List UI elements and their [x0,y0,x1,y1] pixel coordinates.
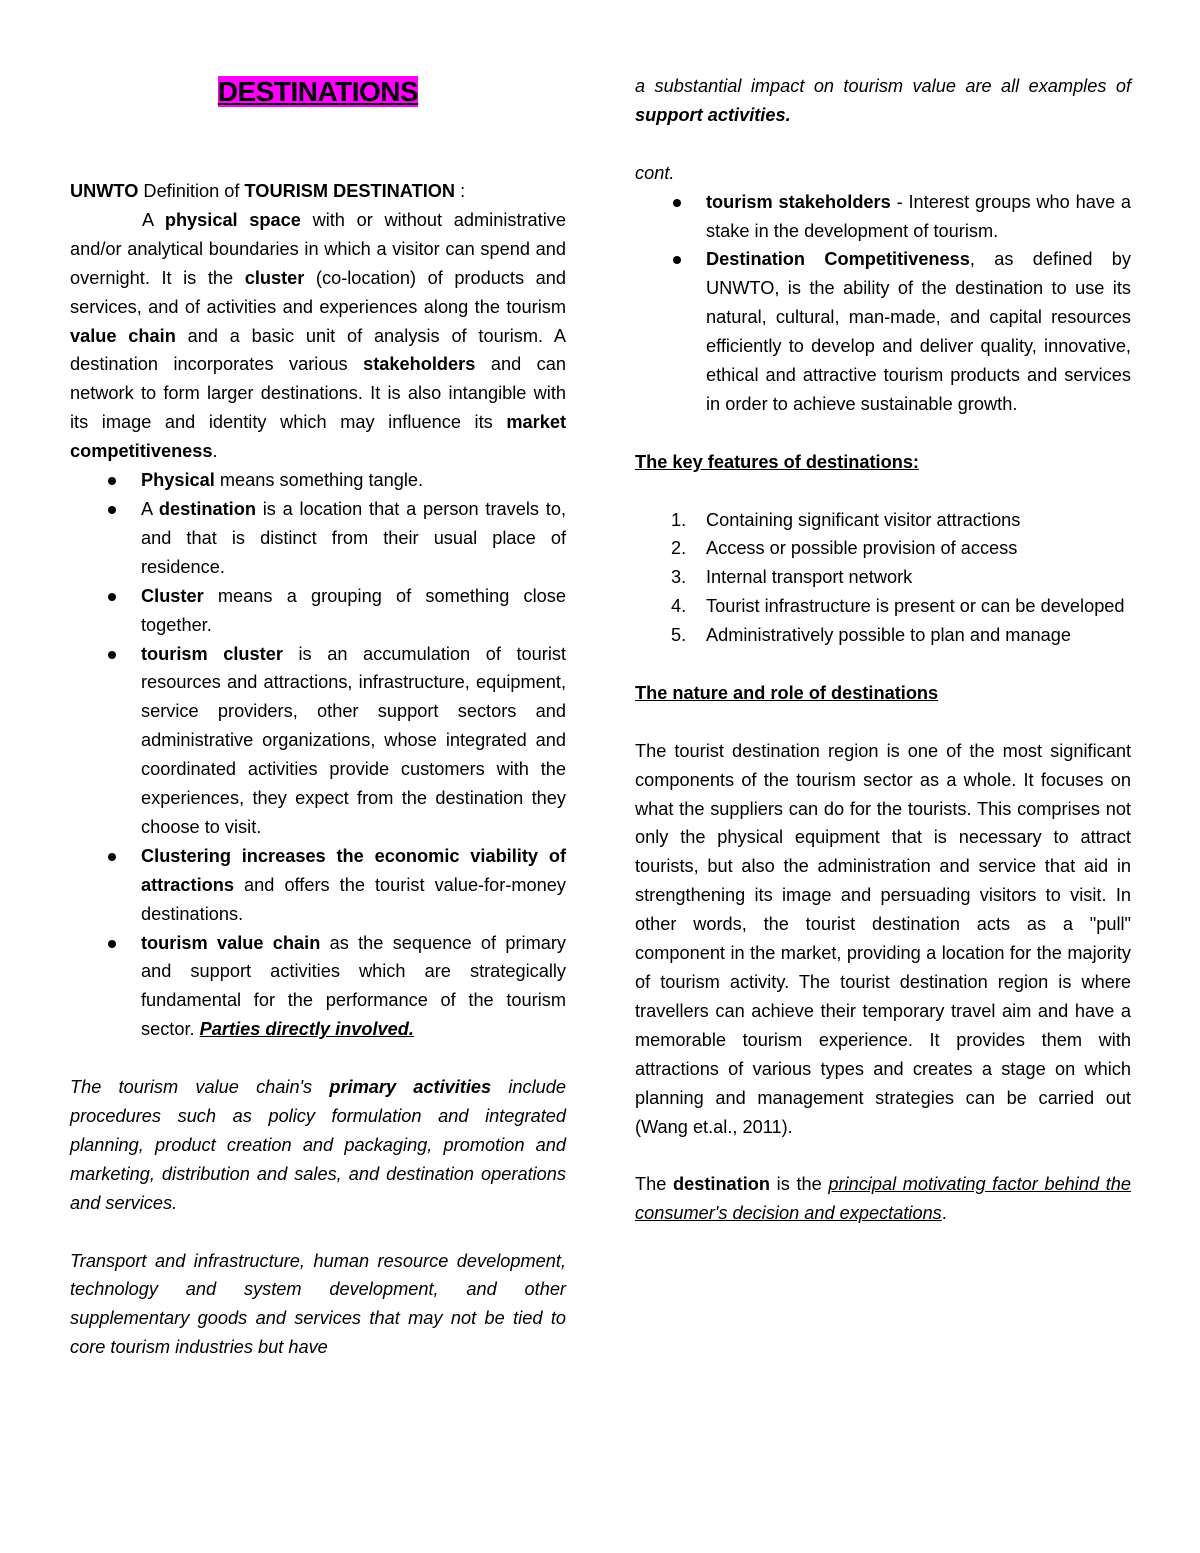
right-column [635,72,1131,1228]
feature-number: 3. [671,567,687,588]
bullet-item [635,245,1131,418]
feature-text: Administratively possible to plan and manage [706,625,1071,646]
text-run: cont. [635,162,675,183]
text-run: Destination Competitiveness [706,249,970,270]
text-run: TOURISM DESTINATION [244,181,456,201]
feature-number: 2. [671,538,687,559]
text-run: destination [158,498,256,519]
feature-text: Containing significant visitor attractions [706,509,1021,530]
text-run: and a basic unit of analysis of tourism. A destination incorporates various [70,325,566,375]
text-run: tourism cluster [141,643,283,664]
feature-item [635,506,1131,535]
text-run: A [141,498,159,519]
text-run: means something tangle. [214,470,424,491]
text-run: . [212,441,218,462]
text-run: with or without administrative and/or analytical boundaries in which a visitor can spend and overnight. It is the [70,209,566,288]
bullet-icon [108,593,116,601]
bullet-icon [108,940,116,948]
final-statement [635,1170,1131,1228]
bullet-item [70,640,566,842]
bullet-icon [673,199,681,207]
text-run: Parties directly involved. [199,1019,414,1040]
text-run: and offers the tourist value-for-money destinations. [141,874,566,924]
text-run: Clustering increases the economic viability of attractions [141,845,566,895]
text-run: primary activities [329,1077,492,1098]
text-run: destination [673,1174,771,1195]
text-run: principal motivating factor behind the consumer's decision and expectations [635,1174,1131,1224]
bullet-item [70,582,566,640]
bullet-icon [108,651,116,659]
text-run: is the [770,1174,829,1195]
feature-item [635,534,1131,563]
text-run: market competitiveness [70,412,566,462]
nature-heading: The nature and role of destinations [635,682,939,703]
text-run: (co-location) of products and services, and of activities and experiences along the tourism [70,267,566,317]
text-run: include procedures such as policy formulation and integrated planning, product creation and packaging, promotion and marketing, distribution and sales, and destination operations and services. [70,1077,567,1213]
text-run: The tourist destination region is one of the most significant components of the tourism sector as a whole. It focuses on what the suppliers can do for the tourists. This comprises not only the physical equipment that is necessary to attract tourists, but also the administration and service that aid in strengthening its image and persuading visitors to visit. In other words, the tourist destination acts as a "pull" component in the market, providing a location for the majority of tourism activity. The tourist destination region is where travellers can achieve their temporary travel aim and have a memorable tourism experience. It provides them with attractions of various types and creates a stage on which planning and management strategies can be carried out (Wang et.al., 2011). [635,740,1131,1137]
feature-item [635,563,1131,592]
bullet-icon [108,853,116,861]
definition-paragraph [70,206,566,466]
key-features-list [635,506,1131,651]
bullet-item [70,466,566,495]
text-run: cluster [244,267,305,288]
bullet-item [70,495,566,582]
feature-item [635,621,1131,650]
feature-text: Access or possible provision of access [706,538,1018,559]
support-activities-continued [635,72,1131,130]
text-run: is a location that a person travels to, and that is distinct from their usual place of residence. [141,498,566,577]
text-run: The [635,1174,673,1195]
text-run: value chain [70,325,176,346]
bullet-icon [673,256,681,264]
text-run: Cluster [141,585,204,606]
definition-heading [70,177,566,206]
bullet-icon [108,506,116,514]
feature-number: 5. [671,625,687,646]
support-activities-paragraph [70,1247,566,1363]
bullet-item [70,842,566,929]
text-run: tourism value chain [141,932,321,953]
text-run: : [455,181,466,201]
text-run: is an accumulation of tourist resources and attractions, infrastructure, equipment, service providers, other support sectors and administrative organizations, whose integrated and coordinated activities provide customers with the experiences, they expect from the destination they choose to visit. [141,643,567,837]
text-run: Transport and infrastructure, human resource development, technology and system development, and other supplementary goods and services that may not be tied to core tourism industries but have [70,1250,566,1358]
text-run: tourism stakeholders [706,191,891,212]
text-run: Definition of [138,181,245,201]
text-run: stakeholders [363,354,476,375]
feature-number: 1. [671,509,687,530]
stakeholder-bullets [635,188,1131,419]
text-run: - Interest groups who have a stake in the development of tourism. [706,191,1132,241]
text-run: , as defined by UNWTO, is the ability of the destination to use its natural, cultural, man-made, and capital resources efficiently to develop and deliver quality, innovative, ethical and attractive tourism products and services in order to achieve sustainable growth. [706,249,1131,414]
text-run: a substantial impact on tourism value are all examples of [635,76,1131,96]
text-run: The tourism value chain's [70,1077,330,1098]
left-column [70,72,566,1362]
text-run: Physical [141,470,215,491]
feature-item [635,592,1131,621]
text-run: support activities. [635,104,791,125]
bullet-item [635,188,1131,246]
text-run: physical space [164,209,301,230]
bullet-item [70,929,566,1045]
cont-label [635,159,1131,188]
document-title [70,72,566,115]
text-run: and can network to form larger destinations. It is also intangible with its image and identity which may influence its [70,354,566,433]
feature-text: Internal transport network [706,567,913,588]
text-run: A [142,209,165,230]
text-run: UNWTO [70,181,139,201]
nature-paragraph [635,737,1131,1142]
bullet-icon [108,477,116,485]
feature-text: Tourist infrastructure is present or can be developed [706,596,1125,617]
title-text: DESTINATIONS [217,76,419,107]
text-run: as the sequence of primary and support activities which are strategically fundamental for the performance of the tourism sector. [141,932,566,1040]
text-run: . [941,1203,947,1224]
key-features-heading: The key features of destinations: [635,451,919,472]
primary-activities-paragraph [70,1073,566,1218]
feature-number: 4. [671,596,687,617]
definition-bullets [70,466,566,1044]
text-run: means a grouping of something close together. [141,585,566,635]
